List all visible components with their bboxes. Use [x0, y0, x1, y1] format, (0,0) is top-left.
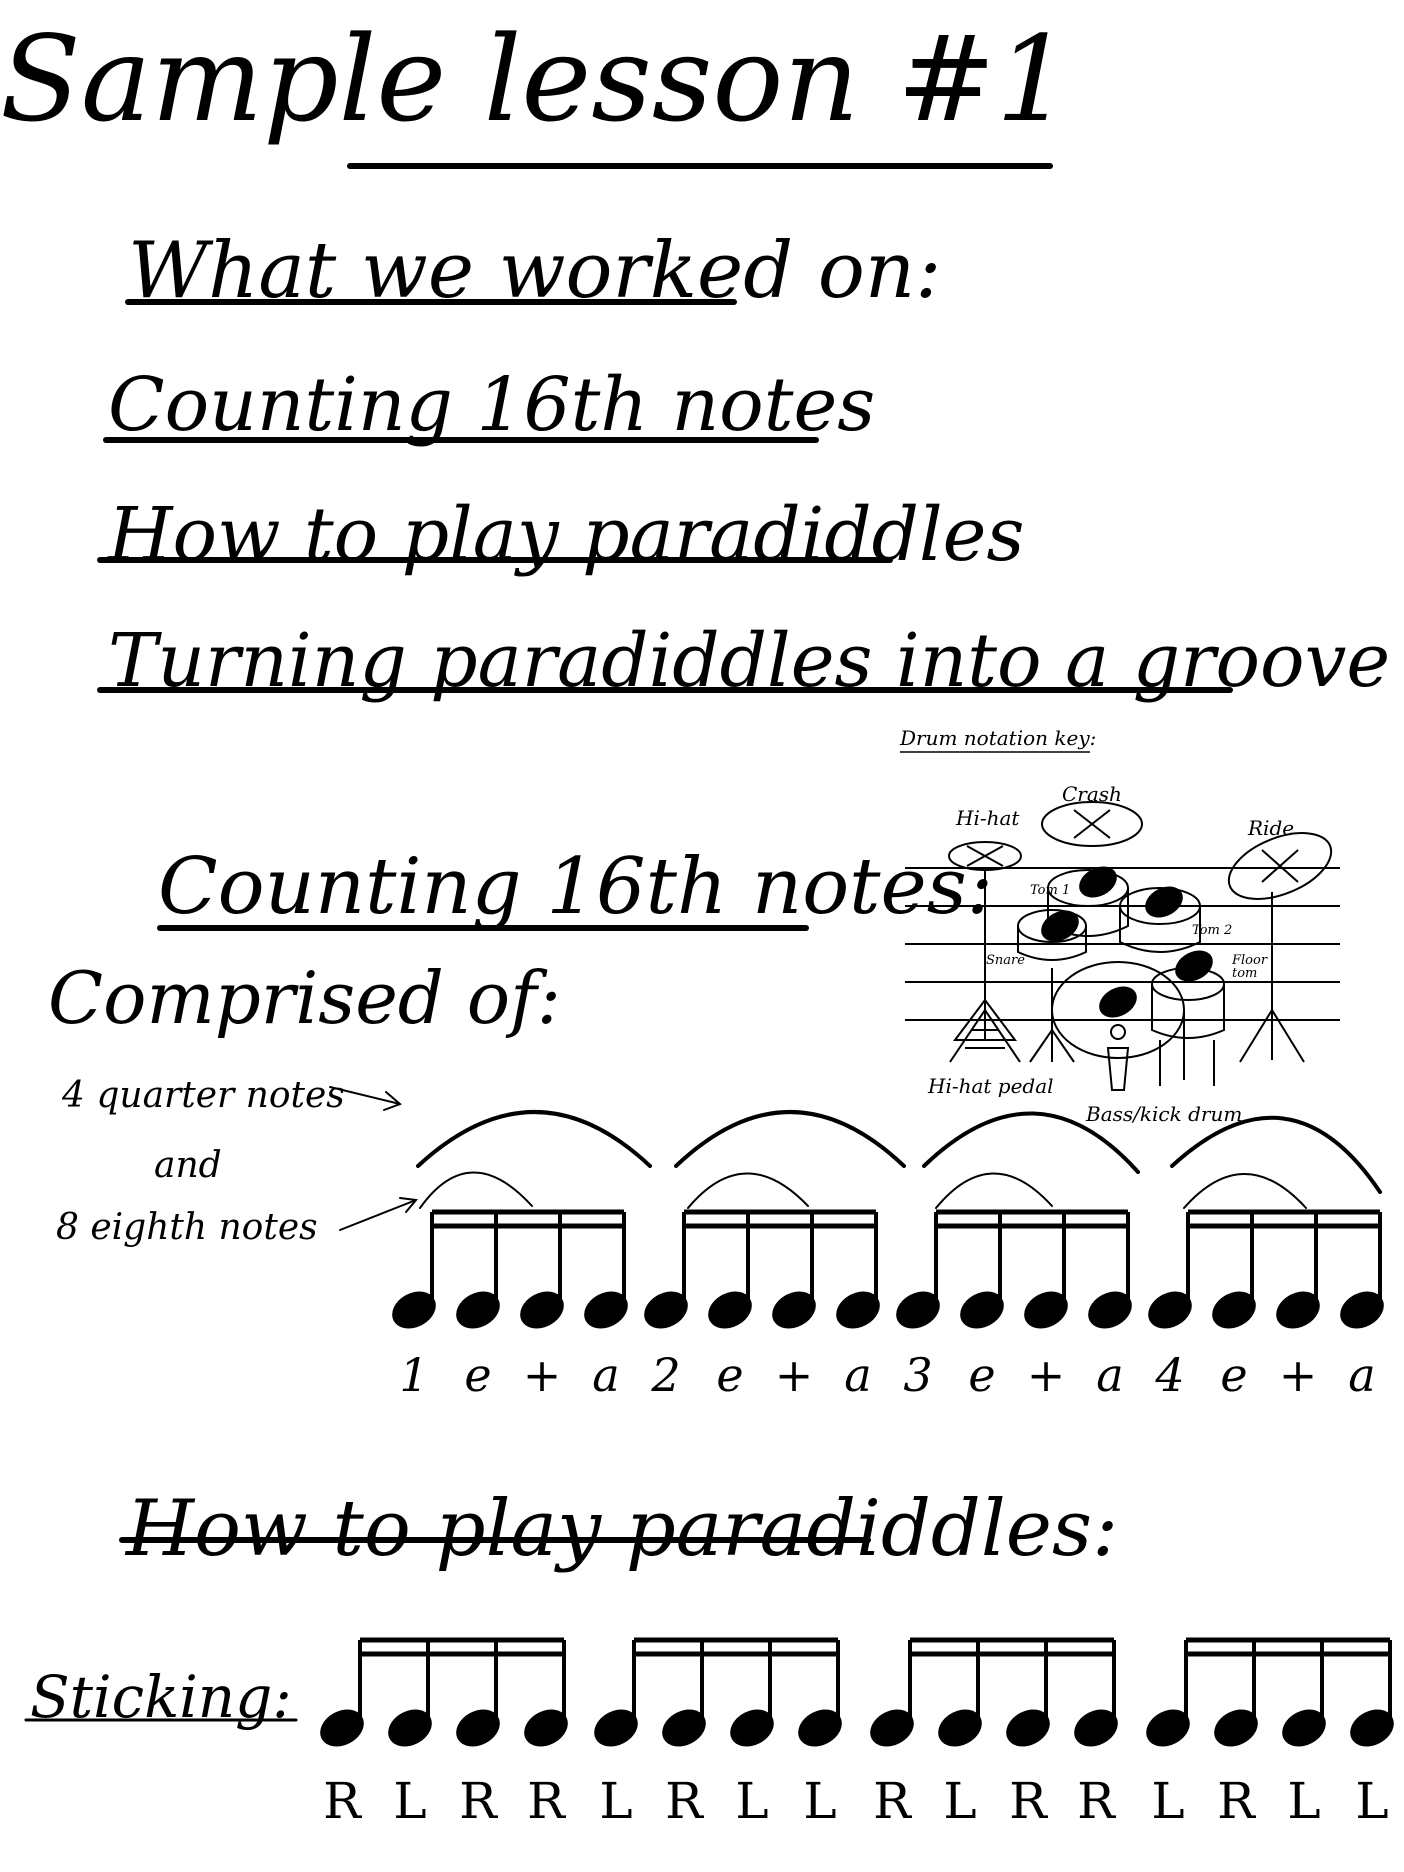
- count-label-8: a: [844, 1348, 872, 1402]
- count-label-16: a: [1348, 1348, 1376, 1402]
- eighth-notes-label: 8 eighth notes: [56, 1207, 318, 1248]
- count-label-15: +: [1278, 1348, 1318, 1402]
- and-label: and: [154, 1145, 222, 1186]
- sticking-letter-14: R: [1217, 1772, 1255, 1830]
- snare-label: Snare: [986, 953, 1025, 968]
- page-title: Sample lesson #1: [0, 10, 1071, 148]
- sixteenth-notes-counting: [386, 1212, 1391, 1336]
- sticking-letter-13: L: [1151, 1772, 1185, 1830]
- count-label-13: 4: [1155, 1348, 1185, 1402]
- sticking-letter-8: L: [803, 1772, 837, 1830]
- sticking-letter-2: L: [393, 1772, 427, 1830]
- sticking-letter-7: L: [735, 1772, 769, 1830]
- worked-on-heading: What we worked on:: [128, 226, 942, 316]
- counting-heading: Counting 16th notes:: [158, 842, 993, 932]
- sticking-letter-4: R: [527, 1772, 565, 1830]
- count-label-4: a: [592, 1348, 620, 1402]
- crash-label: Crash: [1062, 782, 1122, 806]
- sticking-letter-5: L: [599, 1772, 633, 1830]
- sticking-letter-16: L: [1355, 1772, 1389, 1830]
- count-label-10: e: [968, 1348, 996, 1402]
- worked-on-item-2: How to play paradiddles: [108, 492, 1025, 578]
- quarter-notes-label: 4 quarter notes: [62, 1075, 345, 1116]
- count-label-11: +: [1026, 1348, 1066, 1402]
- drum-kit-sketch: [900, 752, 1341, 1090]
- sticking-letter-10: L: [943, 1772, 977, 1830]
- paradiddles-heading: How to play paradiddles:: [126, 1484, 1119, 1574]
- tom1-label: Tom 1: [1030, 883, 1071, 898]
- count-label-3: +: [522, 1348, 562, 1402]
- quarter-arcs: [418, 1112, 1380, 1192]
- worked-on-item-1: Counting 16th notes: [108, 362, 876, 448]
- count-label-14: e: [1220, 1348, 1248, 1402]
- hihat-pedal-label: Hi-hat pedal: [928, 1074, 1054, 1098]
- count-label-12: a: [1096, 1348, 1124, 1402]
- eighth-arcs: [420, 1172, 1306, 1208]
- count-label-5: 2: [651, 1348, 681, 1402]
- worked-on-item-3: Turning paradiddles into a groove: [108, 618, 1391, 704]
- sticking-letter-1: R: [323, 1772, 361, 1830]
- sticking-letter-6: R: [665, 1772, 703, 1830]
- floor-tom-label: Floor tom: [1232, 953, 1268, 981]
- arrow-quarter: [330, 1087, 400, 1110]
- drum-key-heading: Drum notation key:: [900, 726, 1097, 750]
- sticking-letter-11: R: [1009, 1772, 1047, 1830]
- count-label-2: e: [464, 1348, 492, 1402]
- arrow-eighth: [340, 1198, 416, 1230]
- sticking-letter-15: L: [1287, 1772, 1321, 1830]
- sticking-letter-3: R: [459, 1772, 497, 1830]
- count-label-6: e: [716, 1348, 744, 1402]
- count-label-9: 3: [903, 1348, 933, 1402]
- sticking-letter-12: R: [1077, 1772, 1115, 1830]
- count-label-1: 1: [399, 1348, 429, 1402]
- sixteenth-notes-sticking: [314, 1640, 1401, 1754]
- hihat-label: Hi-hat: [956, 806, 1020, 830]
- count-label-7: +: [774, 1348, 814, 1402]
- bass-kick-label: Bass/kick drum: [1086, 1102, 1243, 1126]
- sticking-label: Sticking:: [30, 1663, 292, 1731]
- tom2-label: Tom 2: [1192, 923, 1233, 938]
- sticking-letter-9: R: [873, 1772, 911, 1830]
- ride-label: Ride: [1248, 816, 1295, 840]
- comprised-of-label: Comprised of:: [48, 956, 562, 1040]
